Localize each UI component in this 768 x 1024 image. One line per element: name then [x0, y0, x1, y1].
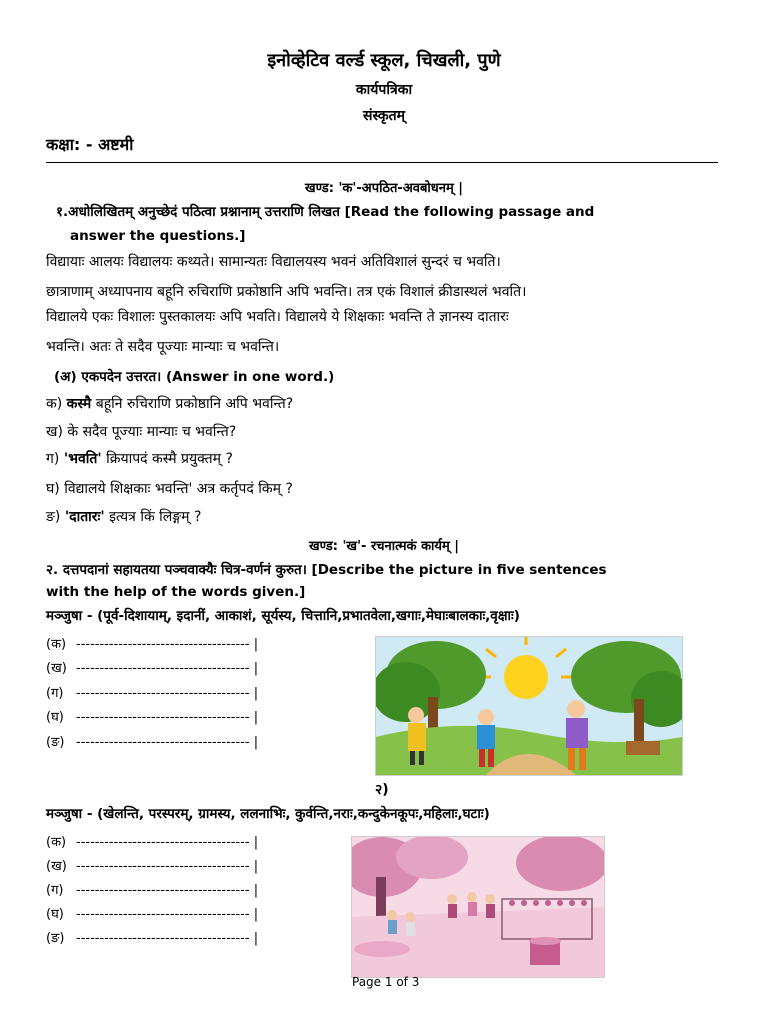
question-bold: 'भवति': [63, 451, 102, 467]
question-label: ग): [46, 451, 60, 467]
answer-blank: ------------------------------------- |: [76, 661, 259, 676]
passage-line: विद्यालये एकः विशालः पुस्तकालयः अपि भवति। विद्यालये ये शिक्षकाः भवन्ति ते ज्ञानस्य दातारः: [46, 309, 509, 325]
answer-blank: ------------------------------------- |: [76, 931, 259, 946]
answer-label: (घ): [46, 907, 64, 922]
question-bold: कस्मै: [66, 396, 92, 412]
word-box-2: मञ्जुषा - (खेलन्ति, परस्परम्, ग्रामस्य, ललनाभिः, कुर्वन्ति,नराः,कन्दुकेनकूपः,महिलाः,घटाः): [46, 806, 490, 822]
school-title: इनोव्हेटिव वर्ल्ड स्कूल, चिखली, पुणे: [267, 50, 501, 71]
answer-line[interactable]: [46, 634, 258, 652]
sub-heading-one-word: (अ) एकपदेन उत्तरत। (Answer in one word.): [54, 369, 335, 385]
answer-label: (ख): [46, 859, 67, 874]
section-b-heading: खण्ड: 'ख'- रचनात्मकं कार्यम् |: [308, 539, 460, 554]
question-1-line-1: १.अधोलिखितम् अनुच्छेदं पठित्वा प्रश्नानाम् उत्तराणि लिखत [Read the following passage and: [56, 204, 595, 220]
answer-line[interactable]: [46, 904, 258, 922]
question-text: के सदैव पूज्याः मान्याः च भवन्ति?: [67, 424, 237, 440]
answer-line[interactable]: [46, 683, 258, 701]
answer-line[interactable]: [46, 856, 258, 874]
question-label: ङ): [46, 509, 61, 525]
answer-blank: ------------------------------------- |: [76, 835, 259, 850]
question-bold: 'दातारः': [64, 509, 105, 525]
question-label: ख): [46, 424, 63, 440]
picture-village-scene: [351, 836, 605, 978]
picture-children-park: [375, 636, 683, 776]
question-2-line-2: with the help of the words given.]: [46, 584, 306, 600]
question-text: क्रियापदं कस्मै प्रयुक्तम् ?: [101, 451, 233, 467]
question-text: विद्यालये शिक्षकाः भवन्ति' अत्र कर्तृपदं किम् ?: [64, 481, 293, 497]
question-label: घ): [46, 481, 60, 497]
answer-blank: ------------------------------------- |: [76, 907, 259, 922]
answer-blank: ------------------------------------- |: [76, 735, 259, 750]
question-label: क): [46, 396, 63, 412]
answer-line[interactable]: [46, 832, 258, 850]
question-item: [46, 394, 293, 413]
doc-type: कार्यपत्रिका: [355, 82, 413, 98]
answer-label: (ङ): [46, 735, 65, 750]
passage-line: छात्राणाम् अध्यापनाय बहूनि रुचिराणि प्रकोष्ठानि अपि भवन्ति। तत्र एकं विशालं क्रीडास्थलं भवति।: [46, 284, 527, 300]
passage-line: भवन्ति। अतः ते सदैव पूज्याः मान्याः च भवन्ति।: [46, 339, 280, 355]
village-illustration: [352, 837, 604, 977]
park-illustration: [376, 637, 682, 775]
answer-line[interactable]: [46, 928, 258, 946]
answer-label: (ख): [46, 661, 67, 676]
question-1-line-2: answer the questions.]: [70, 228, 246, 244]
section-a-heading: खण्ड: 'क'-अपठित-अवबोधनम् |: [304, 181, 464, 196]
answer-line[interactable]: [46, 707, 258, 725]
answer-blank: ------------------------------------- |: [76, 883, 259, 898]
answer-label: (ग): [46, 883, 64, 898]
question-text: बहूनि रुचिराणि प्रकोष्ठानि अपि भवन्ति?: [91, 396, 294, 412]
answer-line[interactable]: [46, 658, 258, 676]
answer-line[interactable]: [46, 732, 258, 750]
question-item: [46, 479, 293, 498]
passage-line: विद्यायाः आलयः विद्यालयः कथ्यते। सामान्यतः विद्यालयस्य भवनं अतिविशालं सुन्दरं च भवति।: [46, 254, 501, 270]
answer-label: (घ): [46, 710, 64, 725]
question-2-line-1: २. दत्तपदानां सहायतया पञ्चवाक्यैः चित्र-वर्णनं कुरुत। [Describe the picture in five sentences: [46, 562, 607, 578]
class-line: कक्षा: - अष्टमी: [46, 135, 134, 154]
picture-2-marker: २): [375, 782, 389, 798]
question-text: इत्यत्र किं लिङ्गम् ?: [104, 509, 202, 525]
answer-line[interactable]: [46, 880, 258, 898]
answer-label: (क): [46, 835, 67, 850]
answer-blank: ------------------------------------- |: [76, 710, 259, 725]
answer-blank: ------------------------------------- |: [76, 686, 259, 701]
word-box-1: मञ्जुषा - (पूर्व-दिशायाम्, इदानीं, आकाशं, सूर्यस्य, चित्तानि,प्रभातवेला,खगाः,मेघाःबालकाः,वृक्षाः): [46, 608, 520, 624]
answer-blank: ------------------------------------- |: [76, 859, 259, 874]
page-number: Page 1 of 3: [352, 975, 420, 989]
answer-label: (ग): [46, 686, 64, 701]
question-item: [46, 507, 201, 526]
divider-line: [46, 162, 718, 163]
subject-title: संस्कृतम्: [362, 108, 405, 124]
answer-blank: ------------------------------------- |: [76, 637, 259, 652]
question-item: [46, 449, 233, 468]
answer-label: (क): [46, 637, 67, 652]
answer-label: (ङ): [46, 931, 65, 946]
question-item: [46, 422, 236, 441]
